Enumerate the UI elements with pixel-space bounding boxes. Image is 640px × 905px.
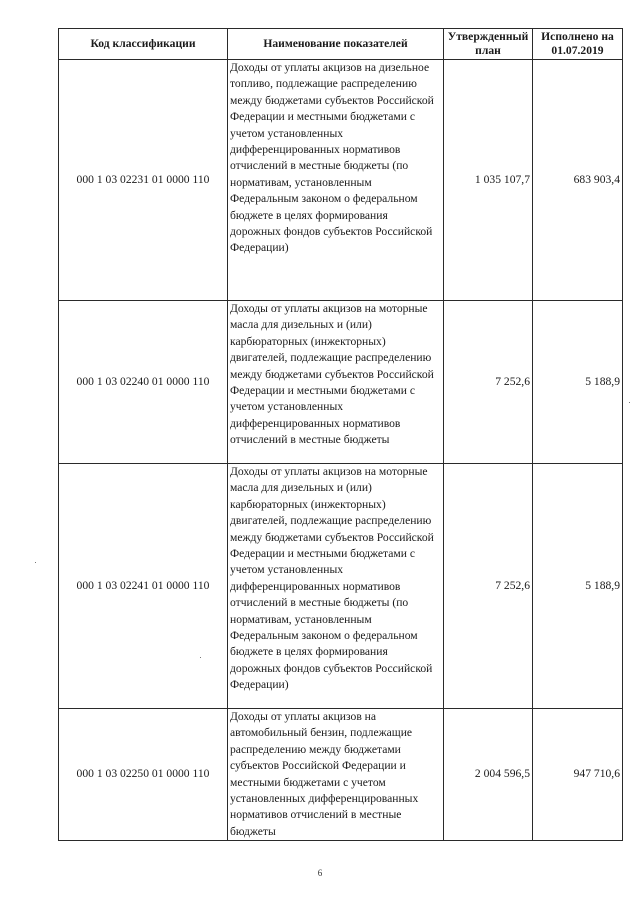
indicator-name-cell bbox=[228, 60, 444, 301]
page-number: 6 bbox=[317, 868, 323, 878]
header-executed: Исполнено на 01.07.2019 bbox=[533, 29, 623, 60]
table-row bbox=[59, 464, 623, 709]
table-row bbox=[59, 301, 623, 464]
approved-plan-cell: 7 252,6 bbox=[444, 464, 533, 709]
indicator-name-text: Доходы от уплаты акцизов на моторные масла для дизельных и (или) карбюраторных (инжекторных) двигателей, подлежащие распределению между бюджетами субъектов Российской Федерации и местными бюджетами с учетом установленных дифференцированных нормативов отчислений в местные бюджеты bbox=[230, 302, 434, 447]
indicator-name-cell bbox=[228, 709, 444, 841]
table-row bbox=[59, 709, 623, 841]
header-approved-plan: Утвержденный план bbox=[444, 29, 533, 60]
table-row bbox=[59, 60, 623, 301]
executed-cell: 947 710,6 bbox=[533, 709, 623, 841]
classification-code-cell: 000 1 03 02250 01 0000 110 bbox=[59, 709, 228, 841]
scan-speck bbox=[200, 657, 201, 658]
executed-cell: 5 188,9 bbox=[533, 301, 623, 464]
classification-code-cell: 000 1 03 02240 01 0000 110 bbox=[59, 301, 228, 464]
approved-plan-cell: 1 035 107,7 bbox=[444, 60, 533, 301]
revenue-table bbox=[58, 28, 623, 841]
table-header-row bbox=[59, 29, 623, 60]
indicator-name-text: Доходы от уплаты акцизов на автомобильный бензин, подлежащие распределению между бюджетами субъектов Российской Федерации и местными бюджетами с учетом установленных дифференцированных нормативов отчислений в местные бюджеты bbox=[230, 710, 419, 838]
approved-plan-cell: 2 004 596,5 bbox=[444, 709, 533, 841]
indicator-name-text: Доходы от уплаты акцизов на дизельное топливо, подлежащие распределению между бюджетами субъектов Российской Федерации и местными бюджетами с учетом установленных дифференцированных нормативов отчислений в местные бюджеты (по нормативам, установленным Федеральным законом о федеральном бюджете в целях формирования дорожных фондов субъектов Российской Федерации) bbox=[230, 61, 434, 255]
classification-code-cell: 000 1 03 02241 01 0000 110 bbox=[59, 464, 228, 709]
indicator-name-cell bbox=[228, 301, 444, 464]
classification-code-cell: 000 1 03 02231 01 0000 110 bbox=[59, 60, 228, 301]
header-classification-code: Код классификации bbox=[59, 29, 228, 60]
scan-speck bbox=[629, 402, 630, 403]
header-indicator-name: Наименование показателей bbox=[228, 29, 444, 60]
executed-cell: 683 903,4 bbox=[533, 60, 623, 301]
indicator-name-cell bbox=[228, 464, 444, 709]
executed-cell: 5 188,9 bbox=[533, 464, 623, 709]
approved-plan-cell: 7 252,6 bbox=[444, 301, 533, 464]
indicator-name-text: Доходы от уплаты акцизов на моторные масла для дизельных и (или) карбюраторных (инжекторных) двигателей, подлежащие распределению между бюджетами субъектов Российской Федерации и местными бюджетами с учетом установленных дифференцированных нормативов отчислений в местные бюджеты (по нормативам, установленным Федеральным законом о федеральном бюджете в целях формирования дорожных фондов субъектов Российской Федерации) bbox=[230, 465, 434, 692]
scan-speck bbox=[35, 562, 36, 563]
